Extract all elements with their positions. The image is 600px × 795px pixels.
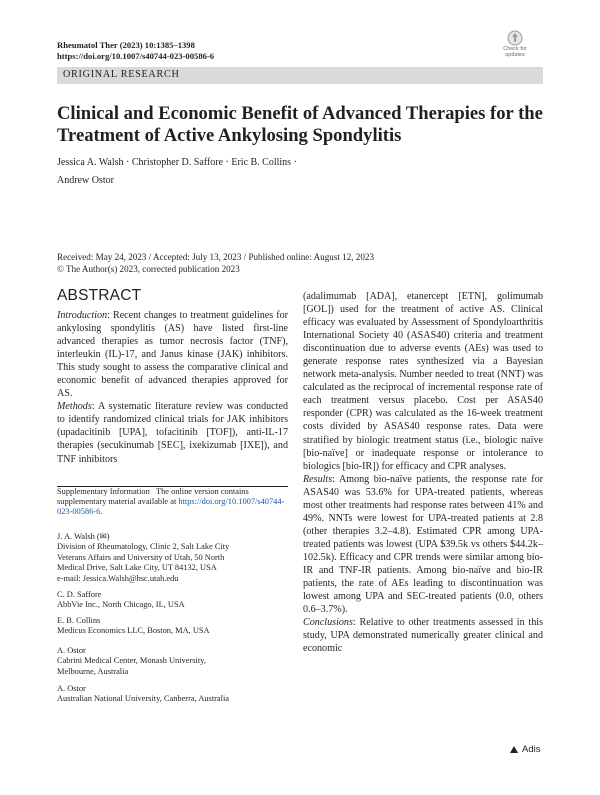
affiliation-line: Veterans Affairs and University of Utah, 50 North: [57, 552, 225, 562]
affiliation-name: E. B. Collins: [57, 616, 101, 625]
methods-continued: (adalimumab [ADA], etanercept [ETN], golimumab [GOL]) used for the treatment of active AS. Clinical efficacy was evaluated by Assessment of Spondyloarthritis International Society 40 (ASAS40) criteria and treatment discontinuation due to adverse events (AEs) was used to generate response rates synthesized via a Bayesian network meta-analysis. Number needed to treat (NNT) was calculated as the reciprocal of incremental response rate of each treatment versus placebo. Cost per ASAS40 responder (CPR) was calculated as the 16-week treatment costs divided by ASAS40 response rates. Data were stratified by biologic treatment status (i.e., biologic naïve [bio-naïve] or inadequate response or intolerance to biologics [bio-IR]) for efficacy and CPR analyses.: [303, 291, 543, 472]
publication-dates: Received: May 24, 2023 / Accepted: July 13, 2023 / Published online: August 12, 2023: [57, 252, 374, 262]
supp-link[interactable]: https://doi.org/10.1007/s40744-023-00586-6: [57, 497, 285, 517]
affiliation-block: [57, 532, 293, 584]
intro-label: Introduction: [57, 310, 108, 321]
affiliation-line: Australian National University, Canberra, Australia: [57, 694, 230, 704]
check-updates-text: Check for updates: [503, 46, 527, 58]
article-doi[interactable]: https://doi.org/10.1007/s40744-023-00586-6: [57, 51, 215, 61]
affiliation-line: Medical Drive, Salt Lake City, UT 84132, USA: [57, 563, 217, 573]
abstract-heading: ABSTRACT: [57, 287, 142, 304]
affiliation-name: J. A. Walsh (✉): [57, 532, 110, 541]
results-text: : Among bio-naïve patients, the response rate for ASAS40 was 53.6% for UPA-treated patients, whereas most other treatments had response rates between 41% and 49%. NNTs were lowest for UPA-treated patients at 2.8 (other therapies 3.2–4.8). Estimated CPR among UPA-treated patients was lowest (UPA $39.5k vs others $44.2k–102.5k). Efficacy and CPR trends were similar among bio-IR and TNF-IR patients. Among bio-naïve and bio-IR patients, the rate of AEs leading to discontinuation was lowest among UPA and SEC-treated patients (0.0, others 0.6–3.7%).: [303, 473, 543, 616]
affiliation-block: [57, 616, 293, 637]
publisher-name: Adis: [522, 744, 541, 755]
copyright-notice: © The Author(s) 2023, corrected publication 2023: [57, 264, 240, 274]
affiliation-line: Division of Rheumatology, Clinic 2, Salt Lake City: [57, 542, 230, 552]
affiliation-name: A. Ostor: [57, 684, 86, 693]
abstract-methods: [57, 400, 288, 465]
affiliation-line: Melbourne, Australia: [57, 666, 129, 676]
affiliation-block: [57, 590, 293, 611]
affiliation-block: [57, 684, 293, 705]
article-type-label: ORIGINAL RESEARCH: [63, 69, 180, 80]
results-label: Results: [303, 473, 333, 485]
affiliation-name: C. D. Saffore: [57, 590, 102, 599]
affiliation-line: Medicus Economics LLC, Boston, MA, USA: [57, 626, 210, 636]
affiliation-line: AbbVie Inc., North Chicago, IL, USA: [57, 600, 185, 610]
affiliation-block: [57, 646, 293, 677]
affiliation-name: A. Ostor: [57, 646, 86, 655]
abstract-right-column: [303, 290, 543, 655]
abstract-results: [303, 473, 543, 617]
affiliation-email[interactable]: e-mail: Jessica.Walsh@hsc.utah.edu: [57, 573, 179, 583]
supp-label: Supplementary Information: [57, 487, 150, 496]
article-title: Clinical and Economic Benefit of Advanced Therapies for the Treatment of Active Ankylosing Spondylitis: [57, 103, 543, 146]
conclusions-text: : Relative to other treatments assessed in this study, UPA demonstrated numerically greater clinical and economic: [303, 617, 543, 655]
supp-text: The online version contains supplementary material available at: [57, 487, 249, 507]
journal-citation: Rheumatol Ther (2023) 10:1385–1398: [57, 40, 195, 50]
check-updates-icon: [507, 30, 523, 46]
author-list: [57, 154, 357, 190]
abstract-conclusions: [303, 616, 543, 655]
affiliation-line: Cabrini Medical Center, Monash University,: [57, 656, 206, 666]
publisher-logo: [510, 744, 540, 755]
methods-text: : A systematic literature review was conducted to identify randomized clinical trials for JAK inhibitors (upadacitinib [UPA], tofacitinib [TOF]), anti-IL-17 therapies (secukinumab [SEC], ixekizumab [IXE]), and TNF inhibitors: [57, 401, 288, 465]
author-line: Jessica A. Walsh · Christopher D. Saffore · Eric B. Collins ·: [57, 157, 297, 168]
check-for-updates-badge[interactable]: [497, 30, 533, 60]
methods-label: Methods: [57, 401, 92, 413]
abstract-introduction: [57, 309, 288, 400]
conclusions-label: Conclusions: [303, 617, 353, 629]
intro-text: : Recent changes to treatment guidelines for ankylosing spondylitis (AS) have listed first-line advanced therapies as tumor necrosis factor (TNF), interleukin (IL)-17, and Janus kinase (JAK) inhibitors. This study sought to assess the comparative clinical and economic benefit of advanced therapies approved for AS.: [57, 310, 288, 400]
adis-triangle-icon: [510, 746, 518, 753]
supp-end: .: [100, 507, 103, 517]
supplementary-info: [57, 487, 293, 518]
author-line: Andrew Ostor: [57, 175, 114, 186]
abstract-left-column: [57, 309, 288, 466]
